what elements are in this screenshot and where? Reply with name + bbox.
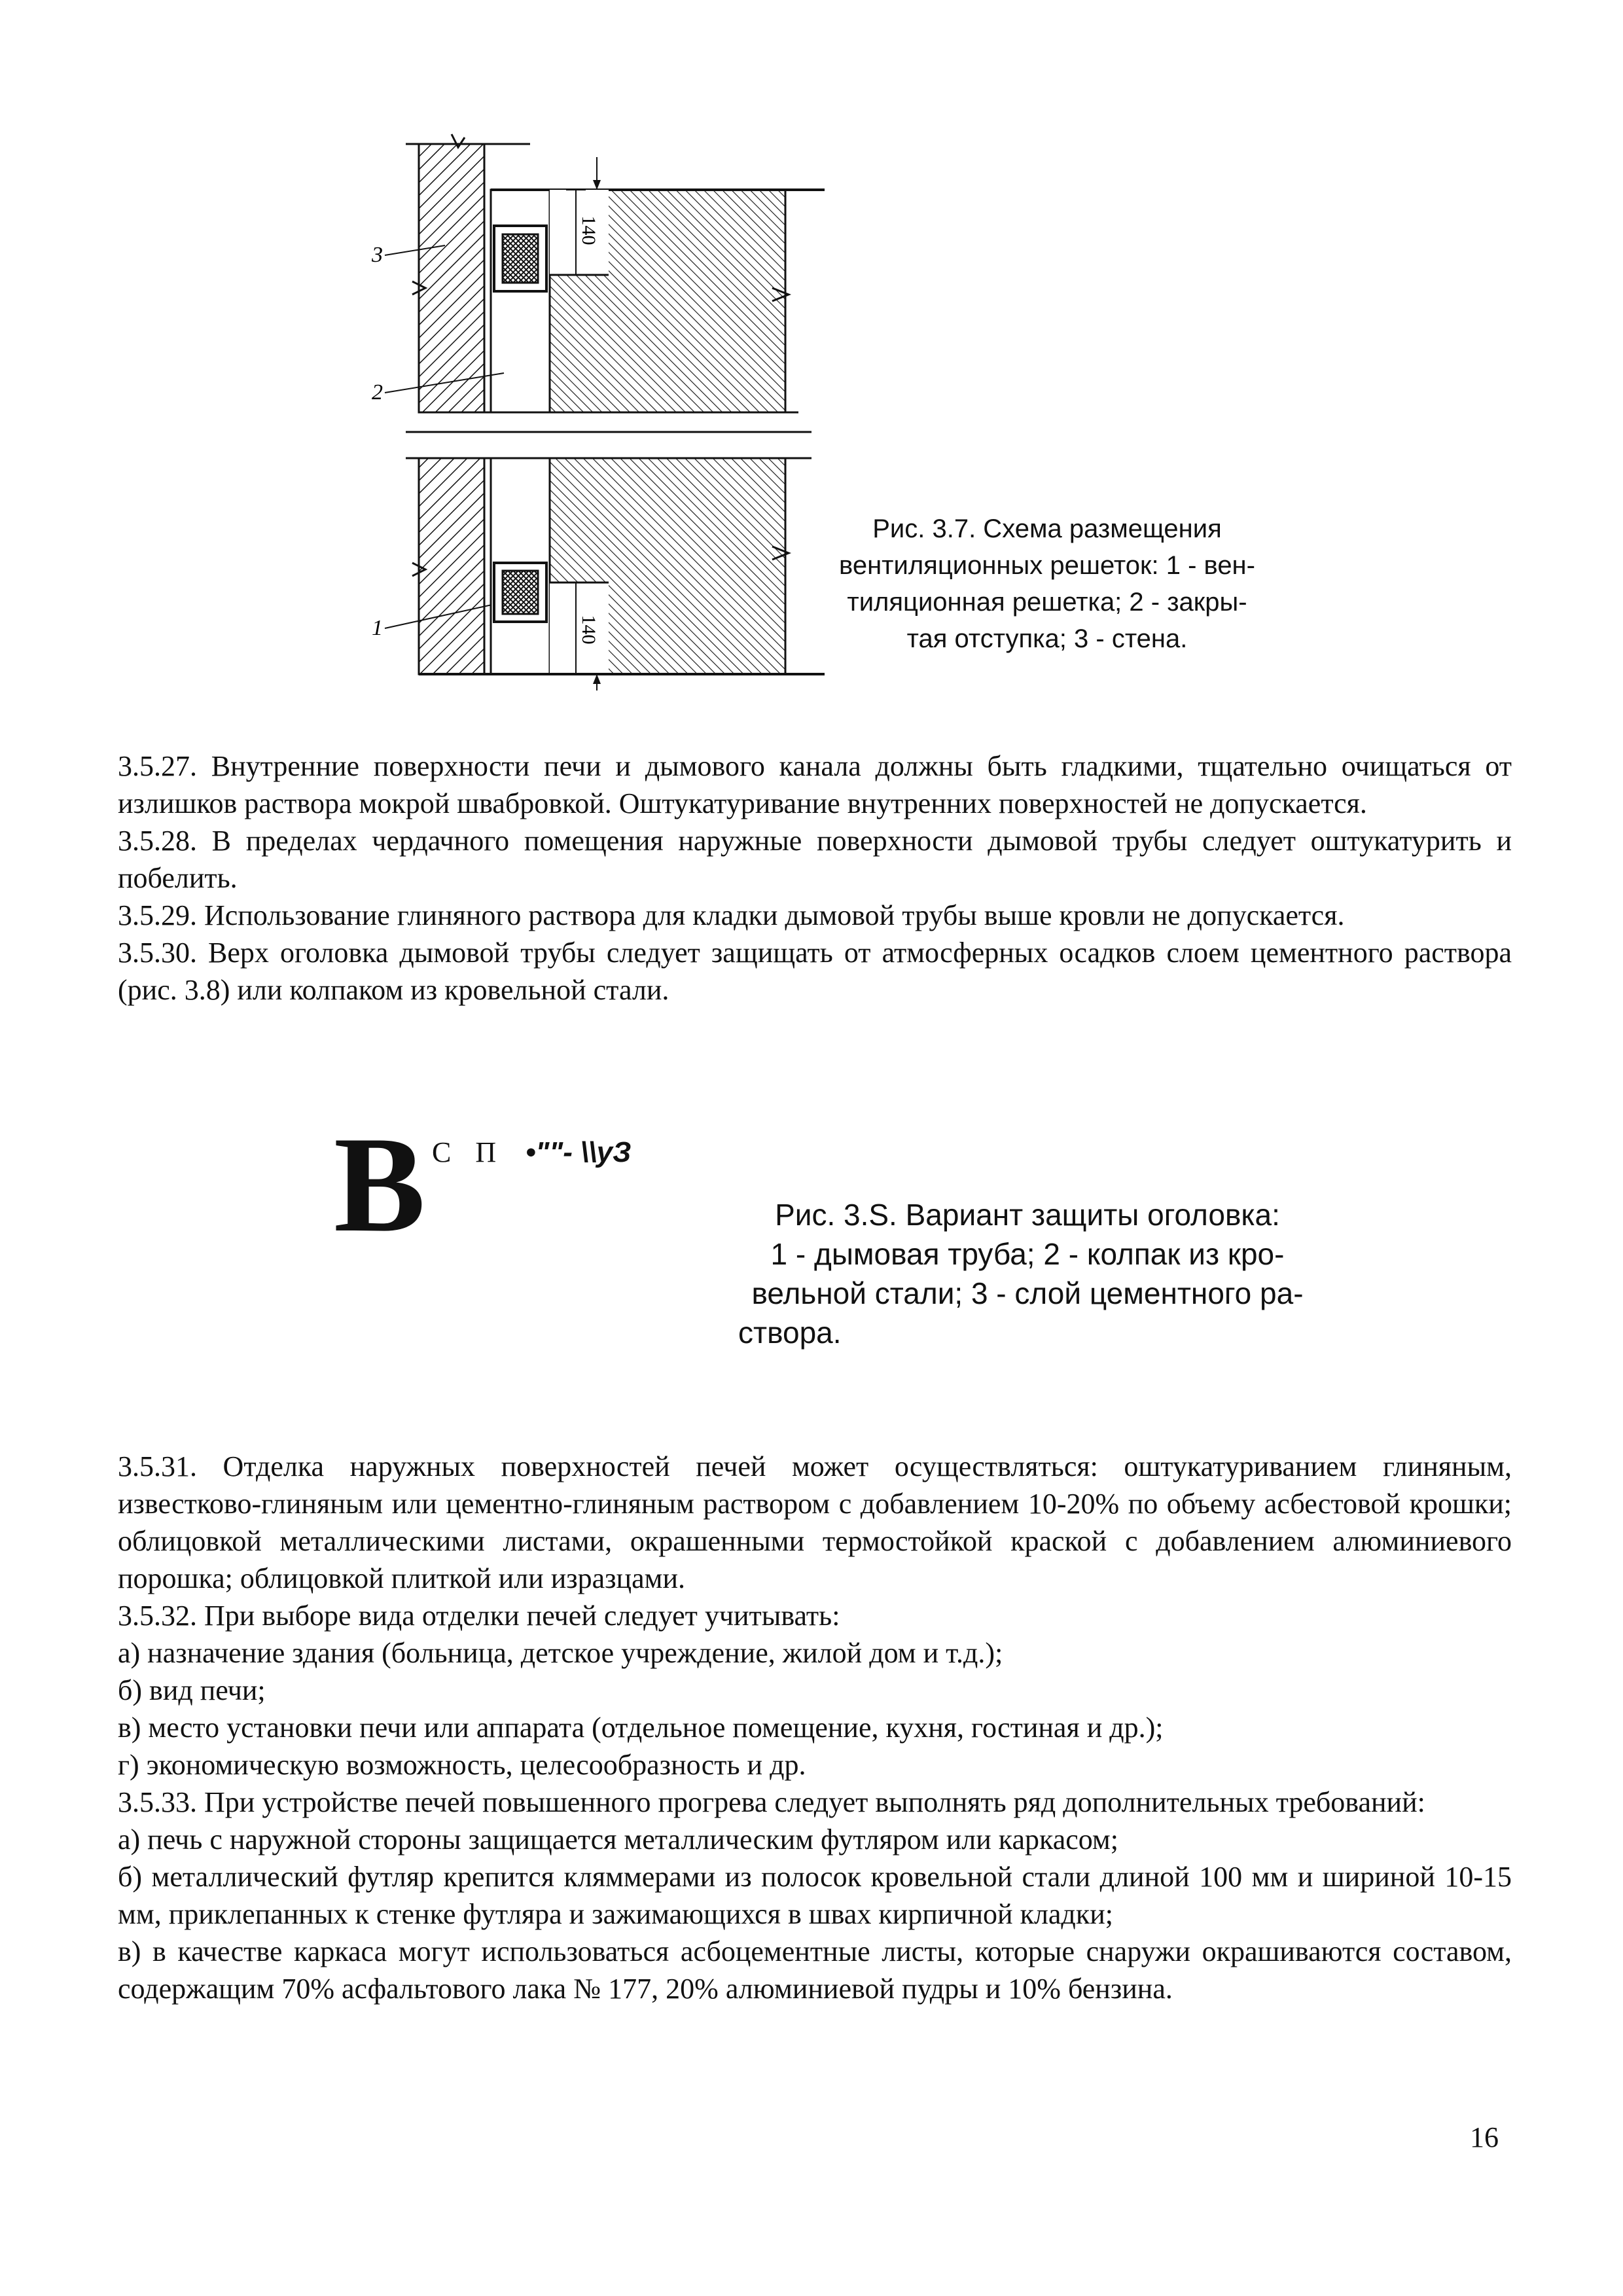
page-number: 16: [1470, 2121, 1499, 2153]
paragraphs-bottom: [118, 1448, 1512, 2007]
dimension-140-bottom: 140: [578, 615, 599, 645]
paragraph-3-5-30: 3.5.30. Верх оголовка дымовой трубы следует защищать от атмосферных осадков слоем цементного раствора (рис. 3.8) или колпаком из кровельной стали.: [118, 937, 1512, 1006]
figure-3-8-labels: [432, 1136, 631, 1169]
paragraph-3-5-32: 3.5.32. При выборе вида отделки печей следует учитывать:: [118, 1600, 840, 1632]
list-item-v: в) место установки печи или аппарата (отдельное помещение, кухня, гостиная и др.);: [118, 1712, 1164, 1744]
figure-3-7-caption: [838, 511, 1257, 657]
figure-3-8: [334, 1109, 726, 1261]
caption-line: Рис. 3.7. Схема размещения: [872, 514, 1222, 543]
lower-fragment: [406, 432, 825, 691]
figure-3-8-label-p: П: [475, 1136, 497, 1168]
dimension-140-top: 140: [578, 215, 599, 245]
upper-fragment: [406, 134, 825, 412]
caption-line: тая отступка; 3 - стена.: [906, 624, 1188, 653]
label-2: 2: [372, 380, 383, 404]
requirement-b: б) металлический футляр крепится кляммерами из полосок кровельной стали длиной 100 мм и шириной 10-15 мм, приклепанных к стенке футляра и зажимающихся в швах кирпичной кладки;: [118, 1861, 1512, 1930]
ventilation-grille-diagram: [353, 118, 864, 694]
figure-3-8-letter: В: [334, 1109, 426, 1261]
caption-line: створа.: [738, 1316, 842, 1350]
paragraph-3-5-29: 3.5.29. Использование глиняного раствора для кладки дымовой трубы выше кровли не допускается.: [118, 899, 1345, 931]
figure-3-8-label-c: С: [432, 1136, 452, 1168]
list-item-b: б) вид печи;: [118, 1674, 266, 1706]
paragraph-3-5-33: 3.5.33. При устройстве печей повышенного прогрева следует выполнять ряд дополнительных требований:: [118, 1786, 1425, 1818]
list-item-a: а) назначение здания (больница, детское учреждение, жилой дом и т.д.);: [118, 1637, 1003, 1669]
label-1: 1: [372, 616, 383, 640]
list-item-g: г) экономическую возможность, целесообразность и др.: [118, 1749, 806, 1781]
caption-line: вентиляционных решеток: 1 - вен-: [839, 551, 1255, 580]
figure-3-8-symbols: •""- \\уЗ: [526, 1136, 632, 1168]
figure-3-8-caption: [726, 1195, 1329, 1352]
caption-line: Рис. 3.S. Вариант защиты оголовка:: [775, 1198, 1280, 1232]
caption-line: тиляционная решетка; 2 - закры-: [847, 588, 1247, 617]
requirement-v: в) в качестве каркаса могут использоваться асбоцементные листы, которые снаружи окрашиваются составом, содержащим 70% асфальтового лака № 177, 20% алюминиевой пудры и 10% бензина.: [118, 1935, 1512, 2005]
paragraph-3-5-31: 3.5.31. Отделка наружных поверхностей печей может осуществляться: оштукатуриванием глиняным, известково-глиняным или цементно-глиняным раствором с добавлением 10-20% по объему асбестовой крошки; облицовкой металлическими листами, окрашенными термостойкой краской с добавлением алюминиевого порошка; облицовкой плиткой или изразцами.: [118, 1450, 1512, 1594]
paragraphs-top: [118, 747, 1512, 1009]
label-3: 3: [372, 243, 383, 267]
paragraph-3-5-28: 3.5.28. В пределах чердачного помещения наружные поверхности дымовой трубы следует оштукатурить и побелить.: [118, 825, 1512, 894]
caption-line: 1 - дымовая труба; 2 - колпак из кро-: [770, 1237, 1285, 1271]
requirement-a: а) печь с наружной стороны защищается металлическим футляром или каркасом;: [118, 1823, 1118, 1856]
figure-3-7: [353, 118, 864, 694]
caption-line: вельной стали; 3 - слой цементного ра-: [751, 1276, 1304, 1310]
paragraph-3-5-27: 3.5.27. Внутренние поверхности печи и дымового канала должны быть гладкими, тщательно очищаться от излишков раствора мокрой швабровкой. Оштукатуривание внутренних поверхностей не допускается.: [118, 750, 1512, 819]
